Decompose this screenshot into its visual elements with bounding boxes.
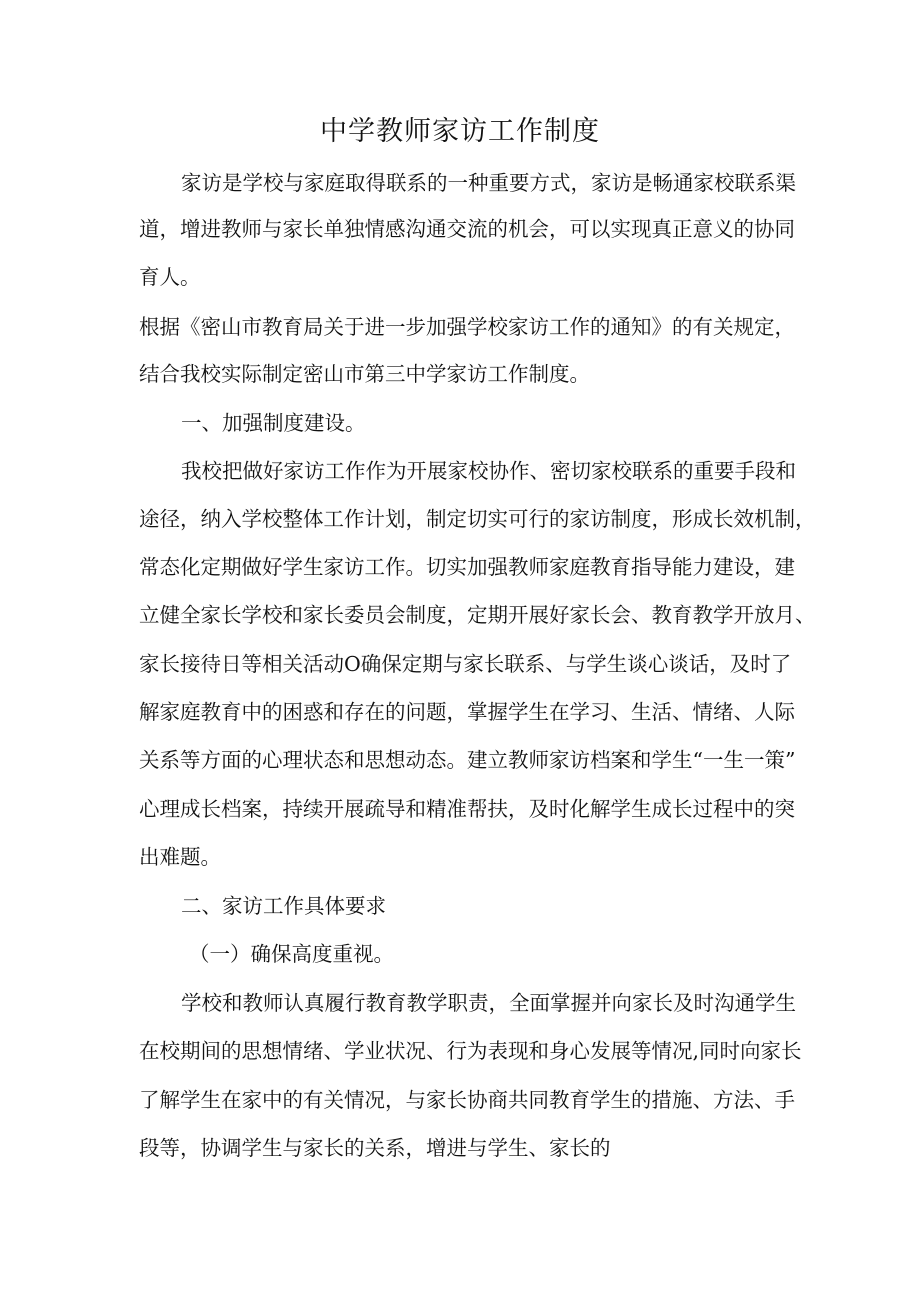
paragraph-line: 育人。 bbox=[139, 265, 201, 289]
paragraph-line: 结合我校实际制定密山市第三中学家访工作制度。 bbox=[139, 362, 590, 386]
paragraph-line: 了解学生在家中的有关情况，与家长协商共同教育学生的措施、方法、手 bbox=[139, 1088, 795, 1112]
paragraph-line: 出难题。 bbox=[139, 845, 221, 869]
paragraph-line: 家长接待日等相关活动O确保定期与家长联系、与学生谈心谈话，及时了 bbox=[139, 652, 792, 676]
paragraph-line: 途径，纳入学校整体工作计划，制定切实可行的家访制度，形成长效机制， bbox=[139, 507, 816, 531]
paragraph-line: 立健全家长学校和家长委员会制度，定期开展好家长会、教育教学开放月、 bbox=[139, 603, 816, 627]
paragraph-line: 解家庭教育中的困惑和存在的问题，掌握学生在学习、生活、情绪、人际 bbox=[139, 700, 795, 724]
paragraph-line: 家访是学校与家庭取得联系的一种重要方式，家访是畅通家校联系渠 bbox=[181, 171, 796, 195]
section-heading: 一、加强制度建设。 bbox=[181, 411, 366, 435]
paragraph-line: 常态化定期做好学生家访工作。切实加强教师家庭教育指导能力建设，建 bbox=[139, 555, 795, 579]
paragraph-line: 关系等方面的心理状态和思想动态。建立教师家访档案和学生“一生一策” bbox=[139, 748, 796, 772]
section-heading: 二、家访工作具体要求 bbox=[181, 894, 386, 918]
paragraph-line: 在校期间的思想情绪、学业状况、行为表现和身心发展等情况,同时向家长 bbox=[139, 1039, 802, 1063]
paragraph-line: 根据《密山市教育局关于进一步加强学校家访工作的通知》的有关规定， bbox=[139, 315, 795, 339]
subsection-heading: （一）确保高度重视。 bbox=[189, 942, 394, 966]
paragraph-line: 道，增进教师与家长单独情感沟通交流的机会，可以实现真正意义的协同 bbox=[139, 217, 795, 241]
document-title: 中学教师家访工作制度 bbox=[320, 116, 600, 147]
paragraph-line: 我校把做好家访工作作为开展家校协作、密切家校联系的重要手段和 bbox=[181, 459, 796, 483]
paragraph-line: 段等，协调学生与家长的关系，增进与学生、家长的 bbox=[139, 1136, 611, 1160]
paragraph-line: 学校和教师认真履行教育教学职责，全面掌握并向家长及时沟通学生 bbox=[181, 991, 796, 1015]
paragraph-line: 心理成长档案，持续开展疏导和精准帮扶，及时化解学生成长过程中的突 bbox=[139, 797, 795, 821]
